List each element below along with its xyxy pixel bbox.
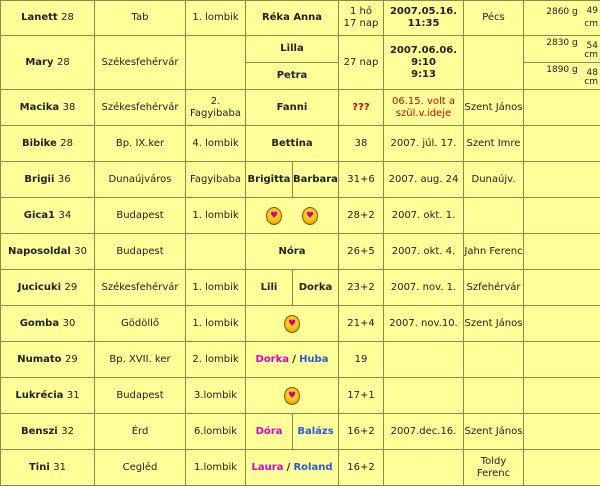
weight-cell: 1890 g cm 48 xyxy=(524,63,600,90)
hospital-cell: Szent János xyxy=(464,90,524,126)
mom-cell: Lanett 28 xyxy=(1,1,95,36)
weeks-cell: 31+6 xyxy=(339,162,384,198)
weight-cell xyxy=(524,270,600,306)
birth-date-cell: 2007. júl. 17. xyxy=(384,126,464,162)
mom-cell: Gomba 30 xyxy=(1,306,95,342)
table-row xyxy=(1,414,600,450)
weeks-cell: 23+2 xyxy=(339,270,384,306)
hospital-cell: Szent János xyxy=(464,306,524,342)
pregnancy-cell xyxy=(186,36,246,90)
baby-name-cell: Dóra xyxy=(246,414,293,450)
hospital-cell: Toldy Ferenc xyxy=(464,450,524,486)
city-cell: Érd xyxy=(95,414,186,450)
pregnancy-cell: Fagyibaba xyxy=(186,162,246,198)
birth-date-cell: 2007. okt. 4. xyxy=(384,234,464,270)
hospital-cell xyxy=(464,198,524,234)
hospital-cell xyxy=(464,378,524,414)
weeks-cell: 19 xyxy=(339,342,384,378)
birth-date-cell: 2007.05.16. 11:35 xyxy=(384,1,464,36)
heart-smiley-icon: ♥ xyxy=(302,207,318,225)
baby-names-cell: Dorka / Huba xyxy=(246,342,339,378)
pregnancy-cell: 6.lombik xyxy=(186,414,246,450)
weeks-cell: 38 xyxy=(339,126,384,162)
table-row xyxy=(1,36,600,63)
table-row xyxy=(1,450,600,486)
table-row xyxy=(1,342,600,378)
pregnancy-cell: 3.lombik xyxy=(186,378,246,414)
pregnancy-cell: 1. lombik xyxy=(186,198,246,234)
mom-cell: Tini 31 xyxy=(1,450,95,486)
table-row xyxy=(1,1,600,36)
birth-date-cell: 2007. okt. 1. xyxy=(384,198,464,234)
birth-date-cell: 06.15. volt a szül.v.ideje xyxy=(384,90,464,126)
weight-cell xyxy=(524,342,600,378)
baby-name-cell: Fanni xyxy=(246,90,339,126)
baby-name-cell: Barbara xyxy=(293,162,339,198)
hospital-cell xyxy=(464,36,524,90)
weight-cell xyxy=(524,90,600,126)
baby-name-cell: Petra xyxy=(246,63,339,90)
table-row xyxy=(1,90,600,126)
birth-date-cell xyxy=(384,450,464,486)
mom-cell: Bibike 28 xyxy=(1,126,95,162)
birth-date-cell xyxy=(384,342,464,378)
hospital-cell: Szent János xyxy=(464,414,524,450)
weeks-cell: 27 nap xyxy=(339,36,384,90)
city-cell: Budapest xyxy=(95,198,186,234)
pregnancy-cell: 1.lombik xyxy=(186,450,246,486)
city-cell: Bp. XVII. ker xyxy=(95,342,186,378)
weeks-cell: 21+4 xyxy=(339,306,384,342)
weight-cell xyxy=(524,450,600,486)
weeks-cell: 1 hó 17 nap xyxy=(339,1,384,36)
baby-icon-cell xyxy=(246,306,339,342)
weight-cell xyxy=(524,234,600,270)
hospital-cell: Dunaújv. xyxy=(464,162,524,198)
weight-cell xyxy=(524,378,600,414)
hospital-cell xyxy=(464,342,524,378)
baby-name-cell: Bettina xyxy=(246,126,339,162)
city-cell: Dunaújváros xyxy=(95,162,186,198)
table-row xyxy=(1,270,600,306)
city-cell: Budapest xyxy=(95,378,186,414)
city-cell: Gödöllő xyxy=(95,306,186,342)
birth-date-cell: 2007. nov. 1. xyxy=(384,270,464,306)
mom-cell: Brigii 36 xyxy=(1,162,95,198)
baby-name-cell: Réka Anna xyxy=(246,1,339,36)
birth-date-cell: 2007.06.06. 9:10 9:13 xyxy=(384,36,464,90)
city-cell: Székesfehérvár xyxy=(95,90,186,126)
table-row xyxy=(1,306,600,342)
city-cell: Tab xyxy=(95,1,186,36)
pregnancy-cell xyxy=(186,234,246,270)
baby-name-cell: Lili xyxy=(246,270,293,306)
mom-cell: Benszi 32 xyxy=(1,414,95,450)
city-cell: Cegléd xyxy=(95,450,186,486)
weeks-cell: 16+2 xyxy=(339,450,384,486)
hospital-cell: Szfehérvár xyxy=(464,270,524,306)
mom-cell: Lukrécia 31 xyxy=(1,378,95,414)
baby-icon-cell xyxy=(246,378,339,414)
weight-cell: 2830 g cm 54 xyxy=(524,36,600,63)
heart-smiley-icon: ♥ xyxy=(284,315,300,333)
table-row xyxy=(1,378,600,414)
pregnancy-cell: 2. lombik xyxy=(186,342,246,378)
heart-smiley-icon: ♥ xyxy=(266,207,282,225)
table-row xyxy=(1,234,600,270)
birth-date-cell: 2007.dec.16. xyxy=(384,414,464,450)
baby-name-cell: Dorka xyxy=(293,270,339,306)
mom-cell: Mary 28 xyxy=(1,36,95,90)
weight-cell xyxy=(524,198,600,234)
baby-name-cell: Lilla xyxy=(246,36,339,63)
table-row xyxy=(1,126,600,162)
weight-cell xyxy=(524,162,600,198)
pregnancy-cell: 1. lombik xyxy=(186,270,246,306)
weight-cell xyxy=(524,306,600,342)
heart-smiley-icon: ♥ xyxy=(284,387,300,405)
baby-name-cell: Balázs xyxy=(293,414,339,450)
city-cell: Székesfehérvár xyxy=(95,270,186,306)
mom-cell: Gica1 34 xyxy=(1,198,95,234)
mom-cell: Naposoldal 30 xyxy=(1,234,95,270)
table-row xyxy=(1,198,600,234)
mom-cell: Jucicuki 29 xyxy=(1,270,95,306)
birth-date-cell: 2007. nov.10. xyxy=(384,306,464,342)
pregnancy-cell: 1. lombik xyxy=(186,1,246,36)
pregnancy-cell: 1. lombik xyxy=(186,306,246,342)
baby-names-cell: Laura / Roland xyxy=(246,450,339,486)
pregnancy-cell: 4. lombik xyxy=(186,126,246,162)
weight-cell xyxy=(524,414,600,450)
weeks-cell: ??? xyxy=(339,90,384,126)
birth-date-cell xyxy=(384,378,464,414)
mom-cell: Macika 38 xyxy=(1,90,95,126)
pregnancy-cell: 2. Fagyibaba xyxy=(186,90,246,126)
city-cell: Budapest xyxy=(95,234,186,270)
birth-date-cell: 2007. aug. 24 xyxy=(384,162,464,198)
weight-cell xyxy=(524,126,600,162)
weeks-cell: 17+1 xyxy=(339,378,384,414)
baby-name-cell: Brigitta xyxy=(246,162,293,198)
weeks-cell: 26+5 xyxy=(339,234,384,270)
hospital-cell: Pécs xyxy=(464,1,524,36)
weeks-cell: 28+2 xyxy=(339,198,384,234)
weeks-cell: 16+2 xyxy=(339,414,384,450)
city-cell: Bp. IX.ker xyxy=(95,126,186,162)
hospital-cell: Szent Imre xyxy=(464,126,524,162)
city-cell: Székesfehérvár xyxy=(95,36,186,90)
weight-cell: 2860 g cm 49 xyxy=(524,1,600,36)
baby-name-cell: Nóra xyxy=(246,234,339,270)
hospital-cell: Jahn Ferenc xyxy=(464,234,524,270)
table-row xyxy=(1,162,600,198)
baby-icon-cell xyxy=(246,198,339,234)
mom-cell: Numato 29 xyxy=(1,342,95,378)
